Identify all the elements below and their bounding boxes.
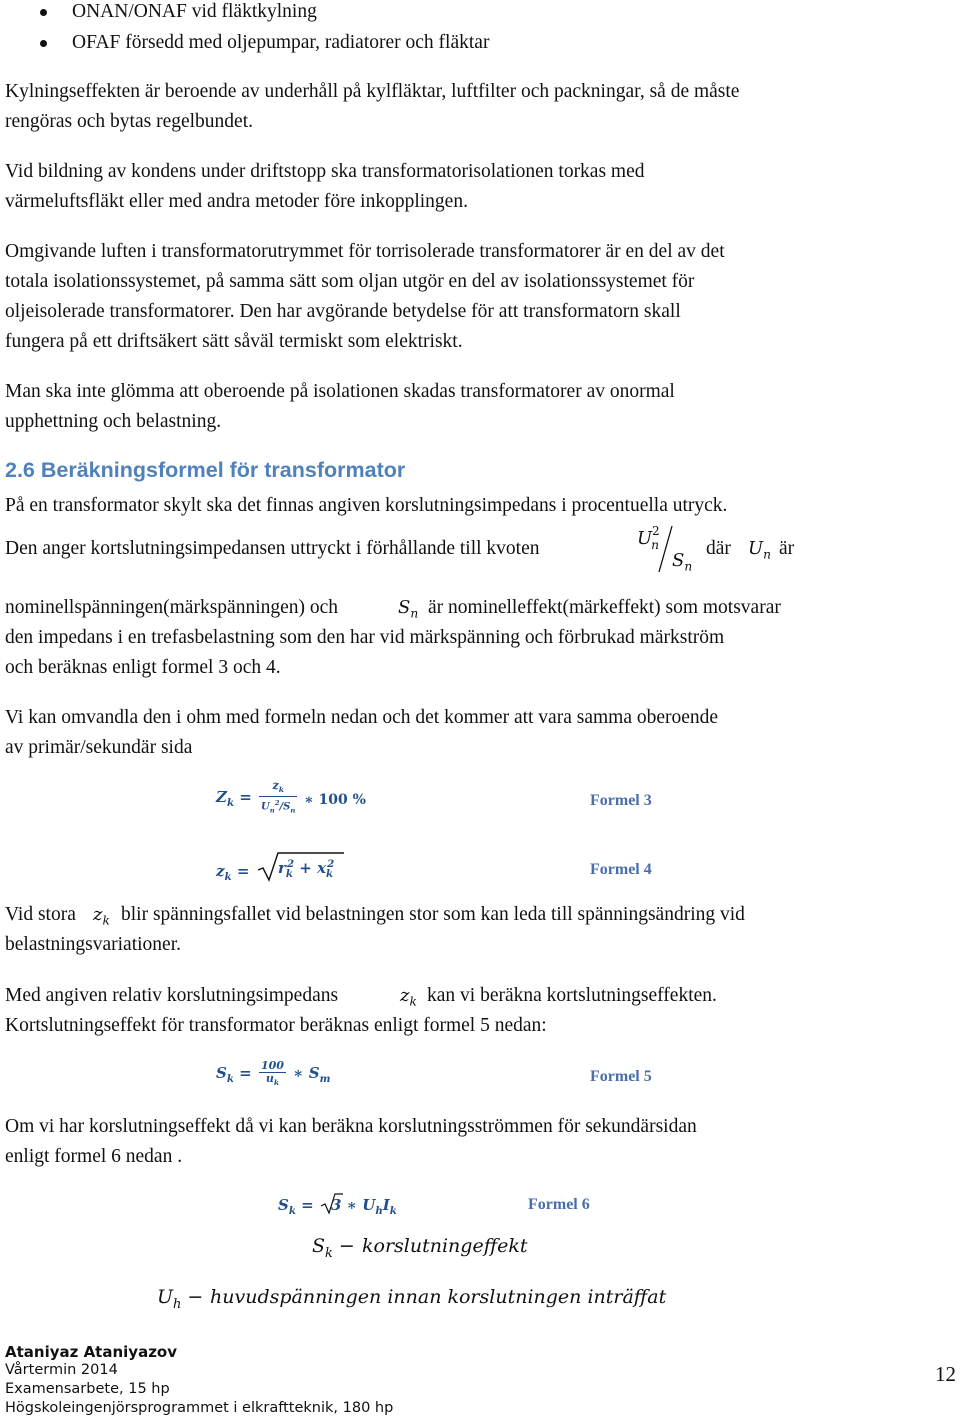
formula-3-rhs: ∗ 100 %	[304, 792, 366, 808]
paragraph-line: Man ska inte glömma att oberoende på isolationen skadas transformatorer av onormal	[5, 381, 675, 402]
formula-6: $S_k$ =	[278, 1196, 314, 1217]
paragraph-line: fungera på ett driftsäkert sätt såväl termiskt som elektriskt.	[5, 331, 463, 352]
math-un: $U_n$	[748, 538, 772, 562]
paragraph-line: Med angiven relativ korslutningsimpedans	[5, 985, 339, 1006]
ratio-denominator: $S_n$	[672, 550, 693, 574]
paragraph-line: rengöras och bytas regelbundet.	[5, 111, 253, 132]
paragraph-word: där	[706, 538, 731, 559]
paragraph-line: Vid bildning av kondens under driftstopp ska transformatorisolationen torkas med	[5, 161, 645, 182]
paragraph-line: blir spänningsfallet vid belastningen stor som kan leda till spänningsändring vid	[121, 904, 745, 925]
paragraph-line: Vid stora	[5, 904, 76, 925]
definition-uh-text: huvudspänningen innan korslutningen inträffat	[210, 1286, 667, 1308]
paragraph-line: och beräknas enligt formel 3 och 4.	[5, 657, 281, 678]
math-zk: $z_k$	[93, 904, 110, 928]
footer-author: Ataniyaz Ataniyazov	[5, 1343, 178, 1361]
paragraph-line: kan vi beräkna kortslutningseffekten.	[427, 985, 717, 1006]
ratio-exponent: 2	[652, 524, 660, 538]
formula-5-label: Formel 5	[590, 1068, 652, 1085]
bullet-item: OFAF försedd med oljepumpar, radiatorer och fläktar	[72, 32, 490, 53]
paragraph-line: Omgivande luften i transformatorutrymmet för torrisolerade transformatorer är en del av det	[5, 241, 725, 262]
definition-sk-text: korslutningeffekt	[362, 1235, 528, 1257]
footer-term: Vårtermin 2014	[5, 1362, 118, 1378]
formula-4-label: Formel 4	[590, 861, 652, 878]
definition-uh-symbol: $U_h$ −	[157, 1286, 204, 1312]
formula-4-radicand: $r_k^2 + x_k^2$	[278, 858, 335, 880]
page-number: 12	[935, 1362, 956, 1386]
bullet-dot	[40, 40, 47, 47]
section-heading: 2.6 Beräkningsformel för transformator	[5, 458, 406, 482]
paragraph-line: Den anger kortslutningsimpedansen uttryckt i förhållande till kvoten	[5, 538, 540, 559]
paragraph-line: enligt formel 6 nedan .	[5, 1146, 183, 1167]
ratio-numerator: $U_n$	[637, 528, 660, 552]
formula-3-label: Formel 3	[590, 792, 652, 809]
formula-6-rhs: 3 ∗ $U_hI_k$	[331, 1196, 397, 1217]
paragraph-line: Vi kan omvandla den i ohm med formeln nedan och det kommer att vara samma oberoende	[5, 707, 719, 728]
paragraph-line: Kylningseffekten är beroende av underhåll på kylfläktar, luftfilter och packningar, så de måste	[5, 81, 740, 102]
formula-3: $Z_k$ = $\frac{z_k}{U_n^2/S_n}$	[216, 779, 296, 815]
math-zk: $z_k$	[400, 985, 417, 1009]
paragraph-line: värmeluftsfläkt eller med andra metoder före inkopplingen.	[5, 191, 468, 212]
paragraph-line: Om vi har korslutningseffekt då vi kan beräkna korslutningsströmmen för sekundärsidan	[5, 1116, 697, 1137]
footer-thesis: Examensarbete, 15 hp	[5, 1381, 170, 1397]
formula-6-label: Formel 6	[528, 1196, 590, 1213]
paragraph-line: är nominelleffekt(märkeffekt) som motsvarar	[428, 597, 781, 618]
math-sn: $S_n$	[398, 597, 419, 621]
bullet-dot	[40, 9, 47, 16]
paragraph-line: av primär/sekundär sida	[5, 737, 193, 758]
paragraph-line: upphettning och belastning.	[5, 411, 222, 432]
paragraph-word: är	[779, 538, 795, 559]
formula-5: $S_k$ = $\frac{100}{u_k}$ ∗ $S_m$	[216, 1059, 331, 1088]
definition-sk-symbol: $S_k$ −	[312, 1235, 355, 1261]
formula-4: $z_k$ =	[216, 862, 250, 883]
paragraph-line: Kortslutningseffekt för transformator beräknas enligt formel 5 nedan:	[5, 1015, 547, 1036]
paragraph-line: nominellspänningen(märkspänningen) och	[5, 597, 339, 618]
paragraph-line: oljeisolerade transformatorer. Den har avgörande betydelse för att transformatorn skall	[5, 301, 681, 322]
footer-program: Högskoleingenjörsprogrammet i elkraftteknik, 180 hp	[5, 1400, 394, 1416]
paragraph-line: totala isolationssystemet, på samma sätt som oljan utgör en del av isolationssystemet för	[5, 271, 695, 292]
paragraph-line: belastningsvariationer.	[5, 934, 181, 955]
bullet-item: ONAN/ONAF vid fläktkylning	[72, 1, 317, 22]
paragraph-line: den impedans i en trefasbelastning som den har vid märkspänning och förbrukad märkström	[5, 627, 725, 648]
paragraph-line: På en transformator skylt ska det finnas angiven korslutningsimpedans i procentuella utryck.	[5, 495, 728, 516]
